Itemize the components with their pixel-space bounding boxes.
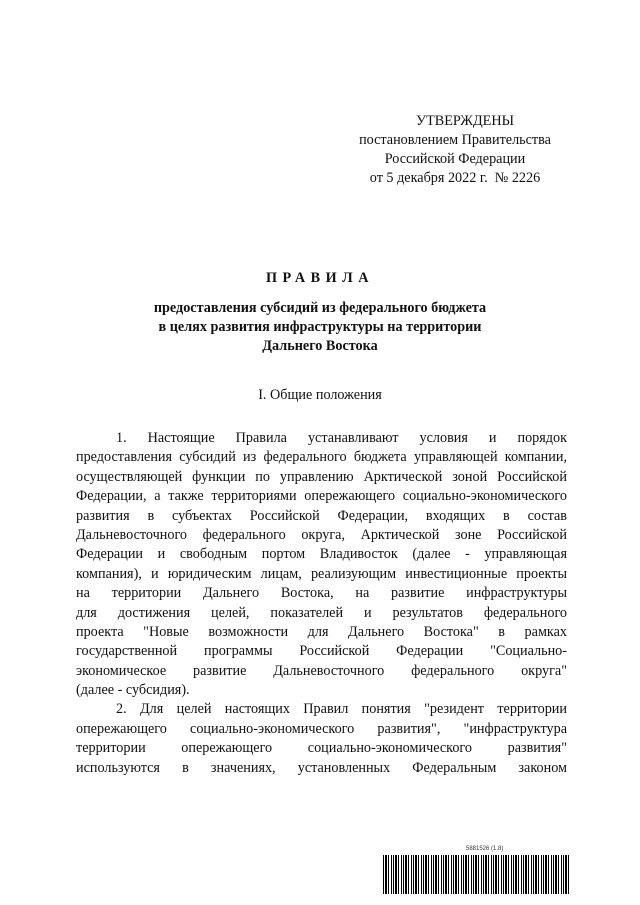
barcode-number: 5881526 (1.8): [466, 846, 504, 852]
paragraph-line: проекта "Новые возможности для Дальнего Востока" в рамках: [76, 623, 567, 640]
approval-block: [330, 112, 580, 188]
barcode-image: [383, 855, 570, 894]
paragraph-line: развития в субъектах Российской Федерации, входящих в состав: [76, 507, 567, 524]
paragraph-line: используются в значениях, установленных Федеральным законом: [76, 759, 567, 776]
paragraph-line: осуществляющей функции по управлению Арктической зоной Российской: [76, 468, 567, 485]
subtitle-line: в целях развития инфраструктуры на территории: [158, 319, 482, 335]
paragraph-line: 1. Настоящие Правила устанавливают условия и порядок: [116, 430, 567, 446]
paragraph-line: опережающего социально-экономического развития", "инфраструктура: [76, 720, 567, 737]
subtitle-line: предоставления субсидий из федерального бюджета: [153, 300, 487, 316]
document-body: [76, 429, 567, 778]
approval-line-1: постановлением Правительства: [359, 132, 551, 148]
paragraph-line: государственной программы Российской Федерации "Социально-: [76, 643, 567, 660]
approval-line-3: от 5 декабря 2022 г. № 2226: [369, 170, 541, 186]
paragraph-line: Федерации, а также территориями опережающего социально-экономического: [76, 488, 567, 505]
paragraph-line: территории опережающего социально-экономического развития": [76, 740, 567, 757]
approval-line-2: Российской Федерации: [384, 151, 526, 167]
paragraph-line: на территории Дальнего Востока, на развитие инфраструктуры: [76, 585, 567, 602]
document-subtitle: [60, 299, 580, 356]
paragraph-line: экономическое развитие Дальневосточного федерального округа": [76, 662, 567, 679]
subtitle-line: Дальнего Востока: [262, 338, 378, 354]
document-title: ПРАВИЛА: [266, 270, 374, 286]
paragraph-line: предоставления субсидий из федерального бюджета управляющей компании,: [76, 449, 567, 466]
paragraph-line: компания), и юридическим лицам, реализующим инвестиционные проекты: [76, 565, 567, 582]
paragraph-line: 2. Для целей настоящих Правил понятия "резидент территории: [116, 701, 567, 718]
section-heading: I. Общие положения: [258, 387, 382, 403]
paragraph-line: для достижения целей, показателей и результатов федерального: [76, 604, 567, 621]
paragraph-line: (далее - субсидия).: [76, 682, 190, 699]
paragraph-line: Федерации и свободным портом Владивосток (далее - управляющая: [76, 546, 567, 563]
approval-stamp-heading: УТВЕРЖДЕНЫ: [416, 113, 514, 129]
paragraph-line: Дальневосточного федерального округа, Арктической зоне Российской: [76, 526, 567, 543]
barcode-block: [383, 846, 570, 896]
